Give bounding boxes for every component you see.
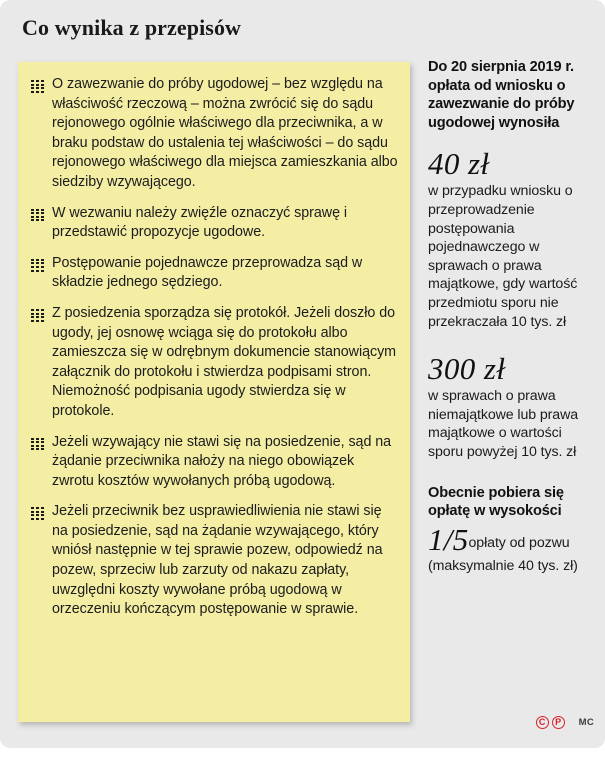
current-fee-line	[428, 523, 594, 576]
provisions-panel	[18, 62, 410, 722]
old-fee-1-description: w przypadku wniosku o przeprowadzenie postępowania pojednawczego w sprawach o prawa majątkowe, gdy wartość przedmiotu sporu nie przekraczała 10 tys. zł	[428, 183, 578, 330]
list-item	[28, 204, 398, 243]
old-fee-1-amount: 40 zł	[428, 146, 490, 182]
list-item-text: Jeżeli przeciwnik bez usprawiedliwienia nie stawi się na posiedzenie, sąd na żądanie wzywającego, który wniósł następnie w tej sprawie pozew, odpowiedź na pozew, sprzeciw lub zarzuty od nakazu zapłaty, uwzględni koszty wywołane próbą ugodową w orzeczeniu kończącym postępowanie w sprawie.	[52, 503, 383, 618]
dot-grid-bullet-icon	[31, 209, 44, 220]
copyright-icon: C	[536, 716, 549, 729]
list-item	[28, 254, 398, 293]
list-item-text: Jeżeli wzywający nie stawi się na posiedzenie, sąd na żądanie przeciwnika nałoży na niego obowiązek zwrotu kosztów wywołanych próbą ugodową.	[52, 433, 392, 489]
phonogram-icon: P	[552, 716, 565, 729]
list-item	[28, 502, 398, 620]
current-fee-block	[428, 484, 594, 576]
author-credit: MC	[578, 717, 594, 728]
list-item-text: Z posiedzenia sporządza się protokół. Jeżeli doszło do ugody, jej osnowę wciąga się do protokołu albo zamieszcza się w odrębnym dokumencie stanowiącym załącznik do protokołu i stwierdza podpisami stron. Niemożność podpisania ugody stwierdza się w protokole.	[52, 304, 397, 419]
copyright-marks	[536, 716, 565, 729]
current-fee-description: opłaty od pozwu (maksymalnie 40 tys. zł)	[428, 534, 578, 574]
list-item-text: Postępowanie pojednawcze przeprowadza sąd w składzie jednego sędziego.	[52, 254, 363, 291]
dot-grid-bullet-icon	[31, 80, 44, 91]
list-item	[28, 304, 398, 422]
dot-grid-bullet-icon	[31, 438, 44, 449]
old-fee-1-block	[428, 146, 594, 331]
list-item	[28, 433, 398, 492]
fees-header: Do 20 sierpnia 2019 r. opłata od wniosku o zawezwanie do próby ugodowej wynosiła	[428, 59, 575, 131]
current-fee-amount: 1/5	[428, 521, 469, 557]
old-fee-2-block	[428, 351, 594, 461]
dot-grid-bullet-icon	[31, 309, 44, 320]
list-item	[28, 75, 398, 193]
credits	[428, 716, 594, 729]
list-item-text: O zawezwanie do próby ugodowej – bez względu na właściwość rzeczową – można zwrócić się do sądu rejonowego ogólnie właściwego dla przeciwnika, a w braku podstaw do ustalenia tej właściwości – do sądu rejonowego właściwego dla miejsca zamieszkania albo siedziby wzywającego.	[52, 76, 398, 190]
old-fee-2-amount: 300 zł	[428, 351, 506, 387]
current-fee-header: Obecnie pobiera się opłatę w wysokości	[428, 484, 564, 520]
old-fee-2-description: w sprawach o prawa niemajątkowe lub prawa majątkowe o wartości sporu powyżej 10 tys. zł	[428, 388, 579, 460]
page-title: Co wynika z przepisów	[22, 15, 242, 40]
fees-column	[428, 58, 594, 575]
list-item-text: W wezwaniu należy zwięźle oznaczyć sprawę i przedstawić propozycje ugodowe.	[52, 204, 348, 241]
provisions-list	[18, 62, 410, 630]
dot-grid-bullet-icon	[31, 507, 44, 518]
dot-grid-bullet-icon	[31, 259, 44, 270]
